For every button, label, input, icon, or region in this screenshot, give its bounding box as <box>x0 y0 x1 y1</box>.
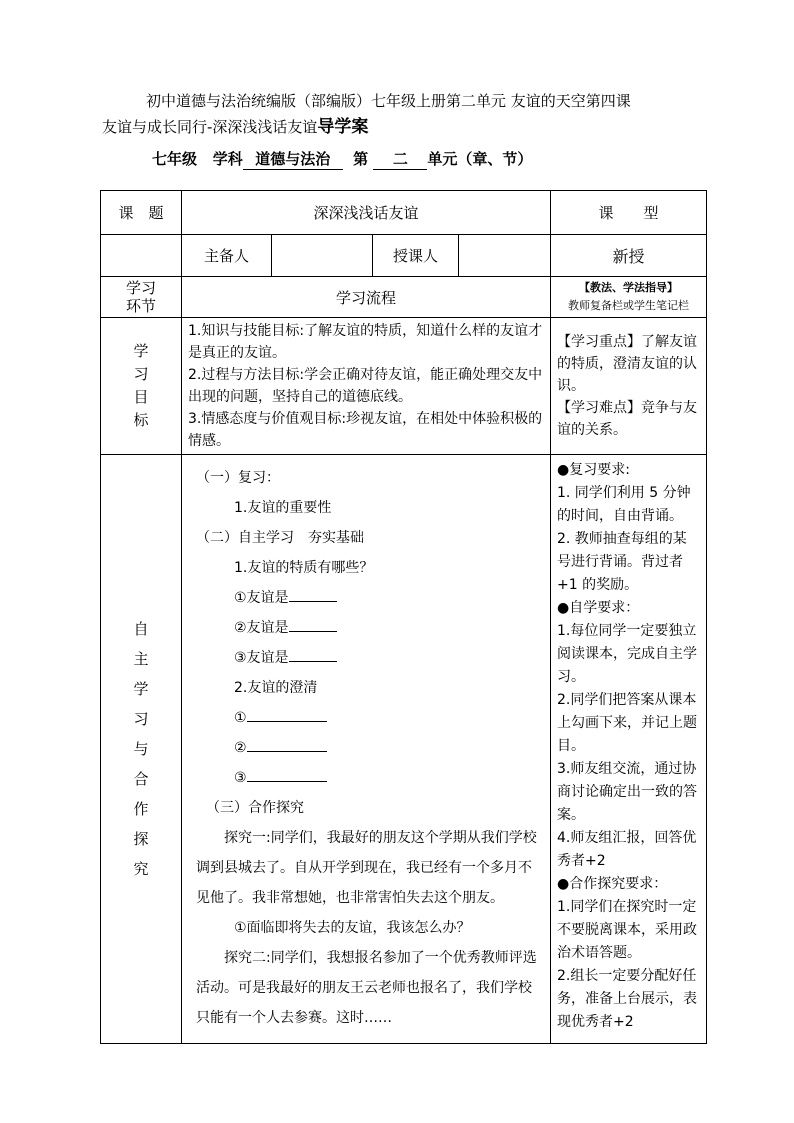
preparer-value <box>272 235 373 277</box>
objectives-label: 学 习 目 标 <box>101 318 182 455</box>
key-point-text: 了解友谊的特质，澄清友谊的认识。 <box>557 334 697 394</box>
notes-cell <box>551 455 707 1044</box>
answer-blank[interactable] <box>247 763 327 782</box>
subject-value: 道德与法治 <box>243 148 343 170</box>
notes-header-1: 【教法、学法指导】 <box>579 281 678 294</box>
question-2: 2.友谊的澄清 <box>234 680 318 696</box>
title-line-1: 初中道德与法治统编版（部编版）七年级上册第二单元 友谊的天空第四课 <box>146 92 631 110</box>
title-suffix: 导学案 <box>317 117 369 137</box>
study-label: 自 主 学 习 与 合 作 探 究 <box>101 455 182 1044</box>
clarify-line-1: ① <box>196 703 540 733</box>
review-item: 1.友谊的重要性 <box>234 500 332 516</box>
note-item: 2.组长一定要分配好任务，准备上台展示，表现优秀者+2 <box>557 968 697 1030</box>
review-title: （一）复习： <box>196 470 280 486</box>
explore-1-question: ①面临即将失去的友谊，我该怎么办？ <box>234 920 471 936</box>
difficulty-text: 竞争与友谊的关系。 <box>557 400 697 438</box>
difficulty-label: 【学习难点】 <box>557 400 641 416</box>
type-label: 课 型 <box>551 191 707 235</box>
objective-3: 3.情感态度与价值观目标:珍视友谊，在相处中体验积极的情感。 <box>188 411 543 449</box>
note-item: 2.同学们把答案从课本上勾画下来，并记上题目。 <box>557 692 697 754</box>
note-item: ●自学要求： <box>557 600 640 616</box>
empty-cell <box>101 235 182 277</box>
answer-blank[interactable] <box>289 643 337 662</box>
objective-2: 2.过程与方法目标:学会正确对待友谊，能正确处理交友中出现的问题，坚持自己的道德底线。 <box>188 367 543 405</box>
clarify-line-3: ③ <box>196 763 540 793</box>
answer-blank[interactable] <box>289 613 337 632</box>
key-point-label: 【学习重点】 <box>557 334 641 350</box>
note-item: 1. 同学们利用 5 分钟的时间，自由背诵。 <box>557 485 691 524</box>
answer-blank[interactable] <box>247 733 327 752</box>
note-item: ●合作探究要求： <box>557 876 668 892</box>
type-value: 新授 <box>551 235 707 277</box>
document-title <box>102 88 702 140</box>
explore-1: 探究一:同学们，我最好的朋友这个学期从我们学校调到县城去了。自从开学到现在，我已经有一个多月不见他了。我非常想她，也非常害怕失去这个朋友。 <box>196 830 537 906</box>
note-item: 2. 教师抽查每组的某号进行背诵。背过者+1 的奖励。 <box>557 531 687 593</box>
question-1: 1.友谊的特质有哪些？ <box>234 560 374 576</box>
answer-line-1: ①友谊是 <box>196 583 540 613</box>
objectives-cell <box>182 318 551 455</box>
coop-title: （三）合作探究 <box>206 800 304 816</box>
note-item: 4.师友组汇报，回答优秀者+2 <box>557 830 697 869</box>
notes-header-2: 教师复备栏或学生笔记栏 <box>568 299 689 312</box>
stage-label: 学习 环节 <box>101 277 182 318</box>
flow-cell <box>182 455 551 1044</box>
preparer-label: 主备人 <box>182 235 272 277</box>
note-item: 1.同学们在探究时一定不要脱离课本，采用政治术语答题。 <box>557 899 697 961</box>
topic-value: 深深浅浅话友谊 <box>182 191 551 235</box>
answer-line-2: ②友谊是 <box>196 613 540 643</box>
explore-2: 探究二:同学们，我想报名参加了一个优秀教师评选活动。可是我最好的朋友王云老师也报名了，我们学校只能有一个人去参赛。这时…… <box>196 950 537 1026</box>
teacher-value <box>459 235 551 277</box>
unit-suffix: 单元（章、节） <box>427 150 533 168</box>
unit-number: 二 <box>373 148 427 170</box>
objective-1: 1.知识与技能目标:了解友谊的特质，知道什么样的友谊才是真正的友谊。 <box>188 323 543 361</box>
objectives-note <box>551 318 707 455</box>
note-item: 1.每位同学一定要独立阅读课本，完成自主学习。 <box>557 623 697 685</box>
note-item: 3.师友组交流，通过协商讨论确定出一致的答案。 <box>557 761 697 823</box>
answer-line-3: ③友谊是 <box>196 643 540 673</box>
self-study-title: （二）自主学习 夯实基础 <box>196 530 364 546</box>
note-item: ●复习要求: <box>557 462 630 478</box>
unit-prefix: 第 <box>353 150 369 168</box>
meta-line <box>152 148 532 170</box>
title-line-2: 友谊与成长同行-深深浅浅话友谊 <box>102 118 318 136</box>
teacher-label: 授课人 <box>373 235 459 277</box>
subject-label: 学科 <box>212 150 243 168</box>
flow-label: 学习流程 <box>182 277 551 318</box>
answer-blank[interactable] <box>289 583 337 602</box>
answer-blank[interactable] <box>247 703 327 722</box>
lesson-table <box>100 190 707 1044</box>
clarify-line-2: ② <box>196 733 540 763</box>
grade: 七年级 <box>152 150 198 168</box>
topic-label: 课 题 <box>101 191 182 235</box>
notes-header <box>551 277 707 318</box>
